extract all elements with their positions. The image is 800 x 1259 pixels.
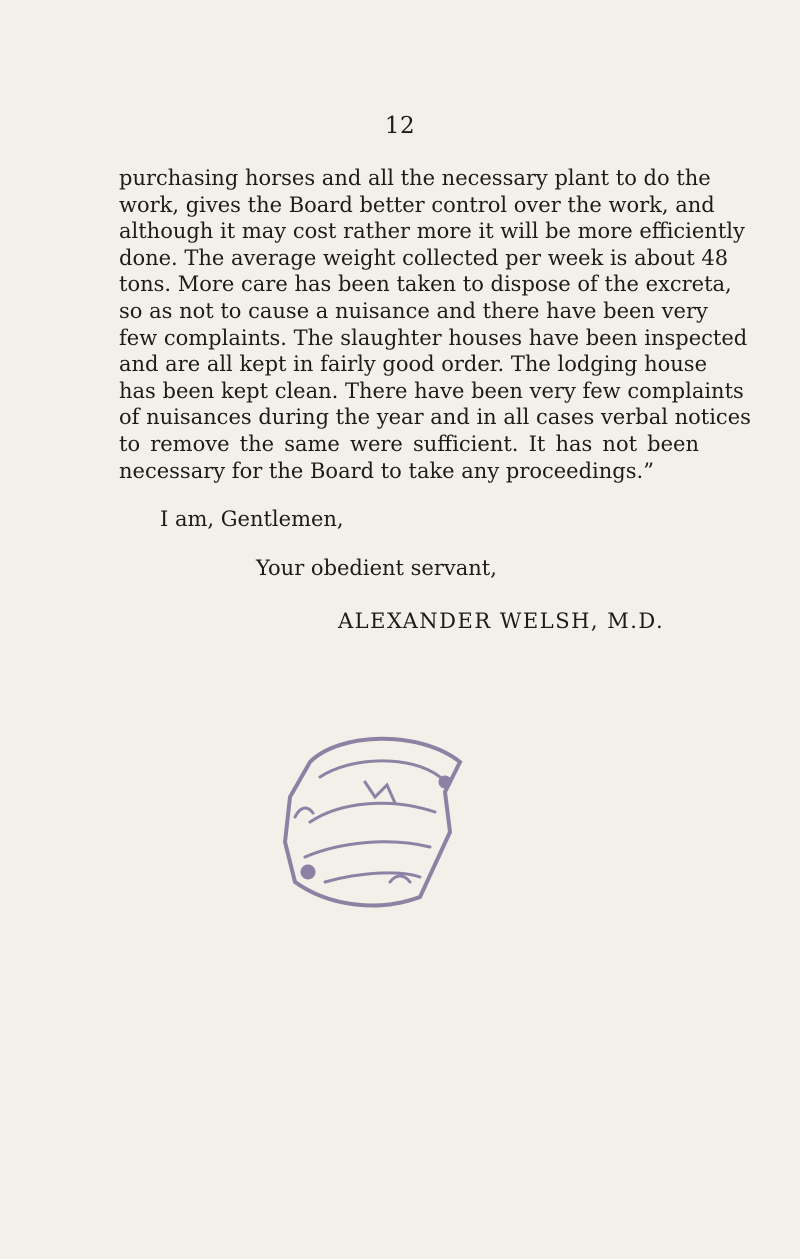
paragraph-line: tons. More care has been taken to dispose of the excreta, xyxy=(119,272,732,297)
paragraph-line: to remove the same were sufficient. It has not been xyxy=(119,431,699,456)
paragraph-line: purchasing horses and all the necessary plant to do the xyxy=(119,166,711,190)
page-number: 12 xyxy=(384,113,416,139)
paragraph-line: of nuisances during the year and in all cases verbal notices xyxy=(119,405,751,430)
closing: Your obedient servant, xyxy=(256,556,497,580)
signature: ALEXANDER WELSH, M.D. xyxy=(338,609,665,633)
report-paragraph xyxy=(119,165,751,484)
paragraph-line: necessary for the Board to take any proceedings.” xyxy=(119,458,654,483)
paragraph-line: few complaints. The slaughter houses have been inspected xyxy=(119,325,748,350)
paragraph-line: although it may cost rather more it will be more efficiently xyxy=(119,219,745,244)
library-stamp-icon xyxy=(270,722,470,912)
paragraph-line: has been kept clean. There have been very few complaints xyxy=(119,378,744,403)
paragraph-line: so as not to cause a nuisance and there have been very xyxy=(119,298,708,323)
paragraph-line: done. The average weight collected per week is about 48 xyxy=(119,245,729,270)
paragraph-line: work, gives the Board better control over the work, and xyxy=(119,192,715,217)
paragraph-line: and are all kept in fairly good order. The lodging house xyxy=(119,352,707,377)
salutation: I am, Gentlemen, xyxy=(160,507,344,531)
